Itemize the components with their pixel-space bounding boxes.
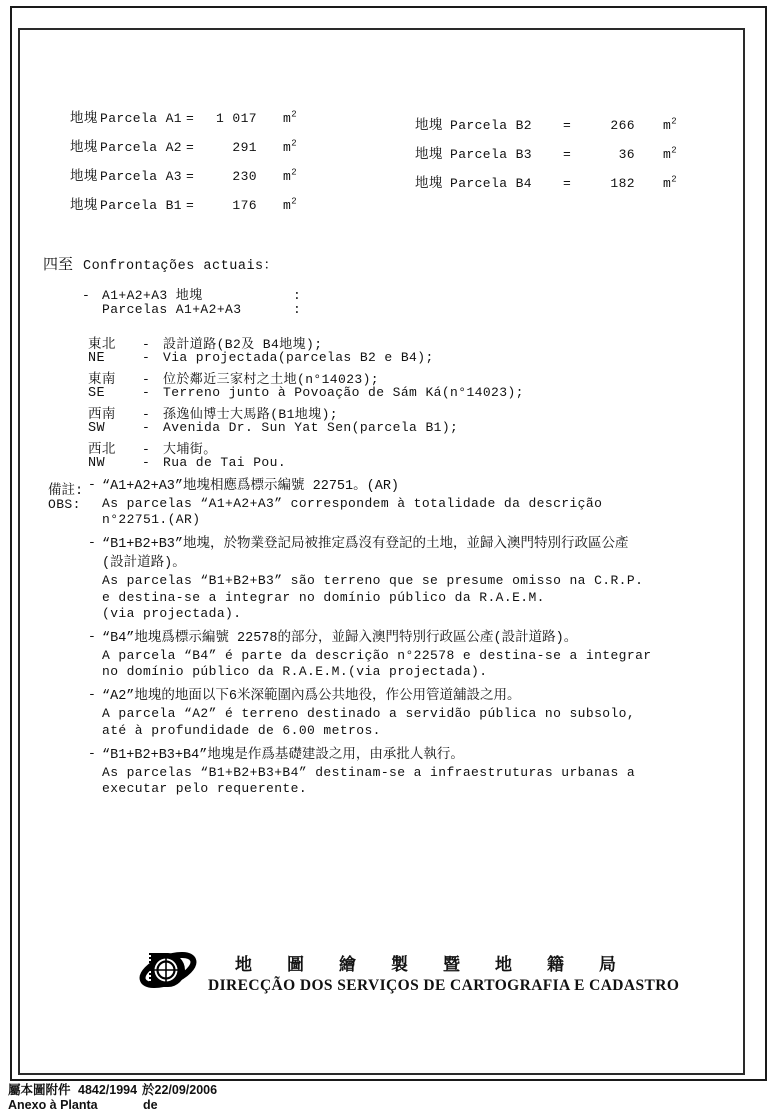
notes-label-pt: OBS: [48, 497, 81, 512]
dash: - [142, 454, 151, 470]
agency-name-pt: DIRECÇÃO DOS SERVIÇOS DE CARTOGRAFIA E CADASTRO [208, 977, 680, 994]
heading-pt: Confrontações actuais： [83, 259, 278, 274]
table-row [70, 106, 297, 135]
parcel-area-table-right [415, 113, 677, 200]
direction-label: 西北 [88, 443, 116, 458]
direction-label: SW [88, 420, 106, 436]
unit-label: $m^2$ [283, 196, 298, 213]
parcel-area-value: 182 [610, 176, 635, 191]
bullet-dash: - [88, 477, 96, 492]
dash: - [142, 407, 151, 422]
parcel-label: Parcela B1 [100, 198, 183, 213]
parcel-zh-label: 地塊 [415, 119, 443, 134]
direction-text: Rua de Tai Pou. [163, 454, 287, 470]
annex-date-zh: 於22/09/2006 [142, 1083, 218, 1097]
equals-sign: = [563, 147, 572, 162]
dash: - [142, 349, 151, 365]
parcel-label: Parcela A1 [100, 111, 183, 126]
note-line-pt: no domínio público da R.A.E.M.(via projectada). [102, 664, 488, 680]
direction-text: Terreno junto à Povoação de Sám Ká(n°14023); [163, 384, 524, 400]
subject-label-pt: Parcelas A1+A2+A3 [102, 302, 242, 317]
parcel-zh-label: 地塊 [415, 148, 443, 163]
colon: : [293, 302, 302, 317]
note-line-zh: “B1+B2+B3”地塊，於物業登記局被推定爲沒有登記的土地，並歸入澳門特別行政區公產 [102, 537, 629, 553]
unit-label: $m^2$ [283, 138, 298, 155]
note-item [88, 629, 743, 680]
dash: - [142, 442, 151, 457]
bullet-dash: - [82, 288, 91, 303]
note-item [88, 477, 743, 528]
parcel-label: Parcela B3 [450, 147, 533, 162]
parcel-area-value: 266 [610, 118, 635, 133]
note-line-zh: (設計道路)。 [102, 556, 186, 572]
table-row [415, 171, 677, 200]
table-row [70, 164, 297, 193]
equals-sign: = [186, 198, 195, 213]
parcel-zh-label: 地塊 [70, 170, 98, 185]
table-row [415, 113, 677, 142]
list-item [88, 455, 524, 473]
list-item [88, 402, 524, 423]
direction-text: 設計道路(B2及 B4地塊); [163, 337, 323, 352]
parcel-label: Parcela B4 [450, 176, 533, 191]
direction-text: Via projectada(parcelas B2 e B4); [163, 349, 434, 365]
note-line-zh: “B1+B2+B3+B4”地塊是作爲基礎建設之用，由承批人執行。 [102, 747, 464, 763]
subject-label-zh: A1+A2+A3 地塊 [102, 288, 203, 303]
note-line-pt: e destina-se a integrar no domínio público da R.A.E.M. [102, 589, 545, 605]
annex-date: 22/09/2006 [154, 1083, 218, 1097]
unit-label: $m^2$ [663, 145, 678, 162]
parcel-area-value: 230 [232, 169, 257, 184]
annex-date-pt-prefix: de [143, 1098, 158, 1112]
parcel-zh-label: 地塊 [70, 141, 98, 156]
dash: - [142, 337, 151, 352]
parcel-label: Parcela B2 [450, 118, 533, 133]
dash: - [142, 372, 151, 387]
note-item [88, 535, 743, 622]
note-line-pt: n°22751.(AR) [102, 512, 201, 528]
note-line-pt: até à profundidade de 6.00 metros. [102, 722, 381, 738]
plan-number: 4842/1994 [78, 1083, 138, 1097]
cartography-cadastre-logo-icon [138, 944, 198, 1005]
list-item [88, 350, 524, 368]
list-item [88, 367, 524, 388]
agency-name-zh: 地圖繪製暨地籍局 [235, 955, 651, 974]
note-line-pt: As parcelas “B1+B2+B3+B4” destinam-se a infraestruturas urbanas a [102, 764, 636, 780]
note-item [88, 746, 743, 797]
equals-sign: = [563, 176, 572, 191]
parcel-label: Parcela A2 [100, 140, 183, 155]
equals-sign: = [186, 169, 195, 184]
dash: - [142, 419, 151, 435]
note-line-pt: A parcela “A2” é terreno destinado a servidão pública no subsolo, [102, 706, 636, 722]
annex-label-pt: Anexo à Planta [8, 1098, 98, 1112]
parcel-zh-label: 地塊 [415, 177, 443, 192]
direction-label: 東南 [88, 373, 116, 388]
direction-label: 東北 [88, 338, 116, 353]
equals-sign: = [186, 140, 195, 155]
subject-line-pt [82, 302, 301, 320]
table-row [70, 135, 297, 164]
dash: - [142, 384, 151, 400]
note-item [88, 687, 743, 738]
parcel-area-table-left [70, 106, 297, 222]
direction-text: 孫逸仙博士大馬路(B1地塊); [163, 407, 339, 422]
bullet-dash: - [88, 629, 96, 645]
equals-sign: = [563, 118, 572, 133]
list-item [88, 385, 524, 403]
notes-label-zh: 備註: [48, 484, 84, 499]
list-item [88, 332, 524, 353]
bullet-dash: - [88, 745, 96, 761]
annex-label-zh: 屬本圖附件 [8, 1083, 71, 1097]
subject-parcels [82, 284, 301, 320]
parcel-zh-label: 地塊 [70, 112, 98, 127]
parcel-area-value: 176 [232, 198, 257, 213]
direction-text: 大埔街。 [163, 442, 217, 457]
note-line-pt: (via projectada). [102, 605, 242, 621]
bullet-dash: - [88, 687, 96, 703]
parcel-area-value: 36 [618, 147, 635, 162]
issuing-agency-block [138, 944, 680, 1005]
direction-text: Avenida Dr. Sun Yat Sen(parcela B1); [163, 419, 459, 435]
unit-label: $m^2$ [283, 167, 298, 184]
direction-label: NE [88, 350, 106, 366]
heading-zh: 四至 [43, 257, 74, 274]
bullet-dash: - [88, 535, 96, 551]
parcel-zh-label: 地塊 [70, 199, 98, 214]
colon: : [293, 288, 302, 303]
confrontations-heading [43, 253, 278, 274]
note-line-pt: As parcelas “B1+B2+B3” são terreno que se presume omisso na C.R.P. [102, 573, 644, 589]
subject-line-zh [82, 284, 301, 302]
unit-label: $m^2$ [663, 174, 678, 191]
equals-sign: = [186, 111, 195, 126]
direction-label: NW [88, 455, 106, 471]
list-item [88, 420, 524, 438]
boundary-directions-list [88, 332, 524, 472]
direction-label: 西南 [88, 408, 116, 423]
table-row [415, 142, 677, 171]
note-line-zh: “B4”地塊爲標示編號 22578的部分，並歸入澳門特別行政區公產(設計道路)。 [102, 631, 578, 647]
unit-label: $m^2$ [663, 116, 678, 133]
note-line-pt: A parcela “B4” é parte da descrição n°22578 e destina-se a integrar [102, 648, 652, 664]
list-item [88, 437, 524, 458]
direction-label: SE [88, 385, 106, 401]
parcel-area-value: 1 017 [215, 111, 257, 126]
observations-section [48, 477, 743, 804]
annex-reference-strip [8, 1083, 217, 1113]
notes-bullets [88, 477, 743, 797]
parcel-area-value: 291 [232, 140, 257, 155]
note-line-zh: “A2”地塊的地面以下6米深範圍內爲公共地役，作公用管道舖設之用。 [102, 689, 521, 705]
unit-label: $m^2$ [283, 109, 298, 126]
note-line-pt: executar pelo requerente. [102, 781, 308, 797]
parcel-label: Parcela A3 [100, 169, 183, 184]
note-line-zh: “A1+A2+A3”地塊相應爲標示編號 22751。(AR) [102, 479, 400, 494]
table-row [70, 193, 297, 222]
direction-text: 位於鄰近三家村之土地(n°14023); [163, 372, 380, 387]
note-line-pt: As parcelas “A1+A2+A3” correspondem à totalidade da descrição [102, 496, 603, 511]
